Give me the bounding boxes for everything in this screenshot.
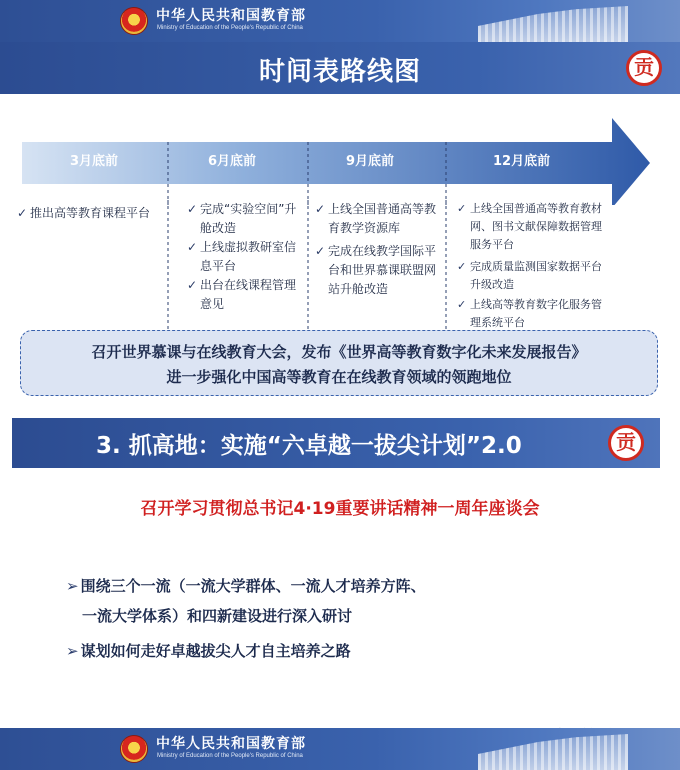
slide-title-band (0, 42, 680, 94)
ministry-name-cn: 中华人民共和国教育部 (156, 8, 306, 24)
timeline-item: ✓ 推出高等教育课程平台 (30, 204, 162, 223)
timeline-item: ✓ 上线全国普通高等教育教学资源库 (315, 202, 437, 235)
timeline-item: ✓ 完成质量监测国家数据平台升级改造 (457, 260, 602, 291)
check-icon: ✓ (187, 278, 198, 292)
slide-title: 时间表路线图 (258, 57, 421, 87)
timeline-item: ✓ 完成在线教学国际平台和世界慕课联盟网站升舱改造 (315, 244, 437, 296)
timeline-item: ✓ 完成“实验空间”升舱改造 (187, 202, 297, 235)
phase-label-june: 6月底前 (208, 154, 257, 169)
check-icon: ✓ (315, 202, 326, 216)
ministry-name-en: Ministry of Education of the People's Republic of China (157, 753, 303, 759)
ministry-header-bottom (0, 728, 680, 770)
university-logo-icon: 贡 (608, 425, 644, 461)
timeline-item: ✓ 上线全国普通高等教育教材网、图书文献保障数据管理服务平台 (457, 202, 602, 251)
ministry-name-cn: 中华人民共和国教育部 (156, 736, 306, 752)
check-icon: ✓ (187, 240, 198, 254)
summary-line-1: 召开世界慕课与在线教育大会，发布《世界高等教育数字化未来发展报告》 (91, 343, 587, 361)
bullet-arrow-icon: ➢ (66, 642, 79, 660)
ministry-name-en: Ministry of Education of the People's Republic of China (157, 25, 303, 31)
phase-label-december: 12月底前 (493, 154, 551, 169)
bullet-item: ➢ 围绕三个一流（一流大学群体、一流人才培养方阵、 (66, 577, 426, 595)
summary-line-2: 进一步强化中国高等教育在在线教育领域的领跑地位 (166, 368, 512, 386)
building-graphic (478, 730, 628, 770)
university-logo-icon: 贡 (626, 50, 662, 86)
check-icon: ✓ (457, 260, 467, 273)
meeting-headline: 召开学习贯彻总书记4·19重要讲话精神一周年座谈会 (140, 499, 540, 519)
ministry-header (0, 0, 680, 42)
phase-label-march: 3月底前 (70, 154, 119, 169)
phase-label-september: 9月底前 (346, 154, 395, 169)
timeline-item: ✓ 出台在线课程管理意见 (187, 278, 297, 311)
check-icon: ✓ (457, 202, 467, 215)
timeline-item: ✓ 上线虚拟教研室信息平台 (187, 240, 297, 273)
timeline-item: ✓ 上线高等教育数字化服务管理系统平台 (457, 298, 602, 329)
national-emblem-icon (120, 7, 148, 35)
bullet-item: ➢ 谋划如何走好卓越拔尖人才自主培养之路 (66, 642, 351, 660)
section-title-band (12, 418, 660, 468)
check-icon: ✓ (457, 298, 467, 311)
check-icon: ✓ (17, 206, 28, 220)
bullet-item-continuation: 一流大学体系）和四新建设进行深入研讨 (82, 607, 353, 625)
building-graphic (478, 2, 628, 42)
section-title: 3. 抓高地：实施“六卓越一拔尖计划”2.0 (96, 433, 522, 459)
summary-box (20, 330, 658, 396)
bullet-arrow-icon: ➢ (66, 577, 79, 595)
national-emblem-icon (120, 735, 148, 763)
check-icon: ✓ (315, 244, 326, 258)
check-icon: ✓ (187, 202, 198, 216)
